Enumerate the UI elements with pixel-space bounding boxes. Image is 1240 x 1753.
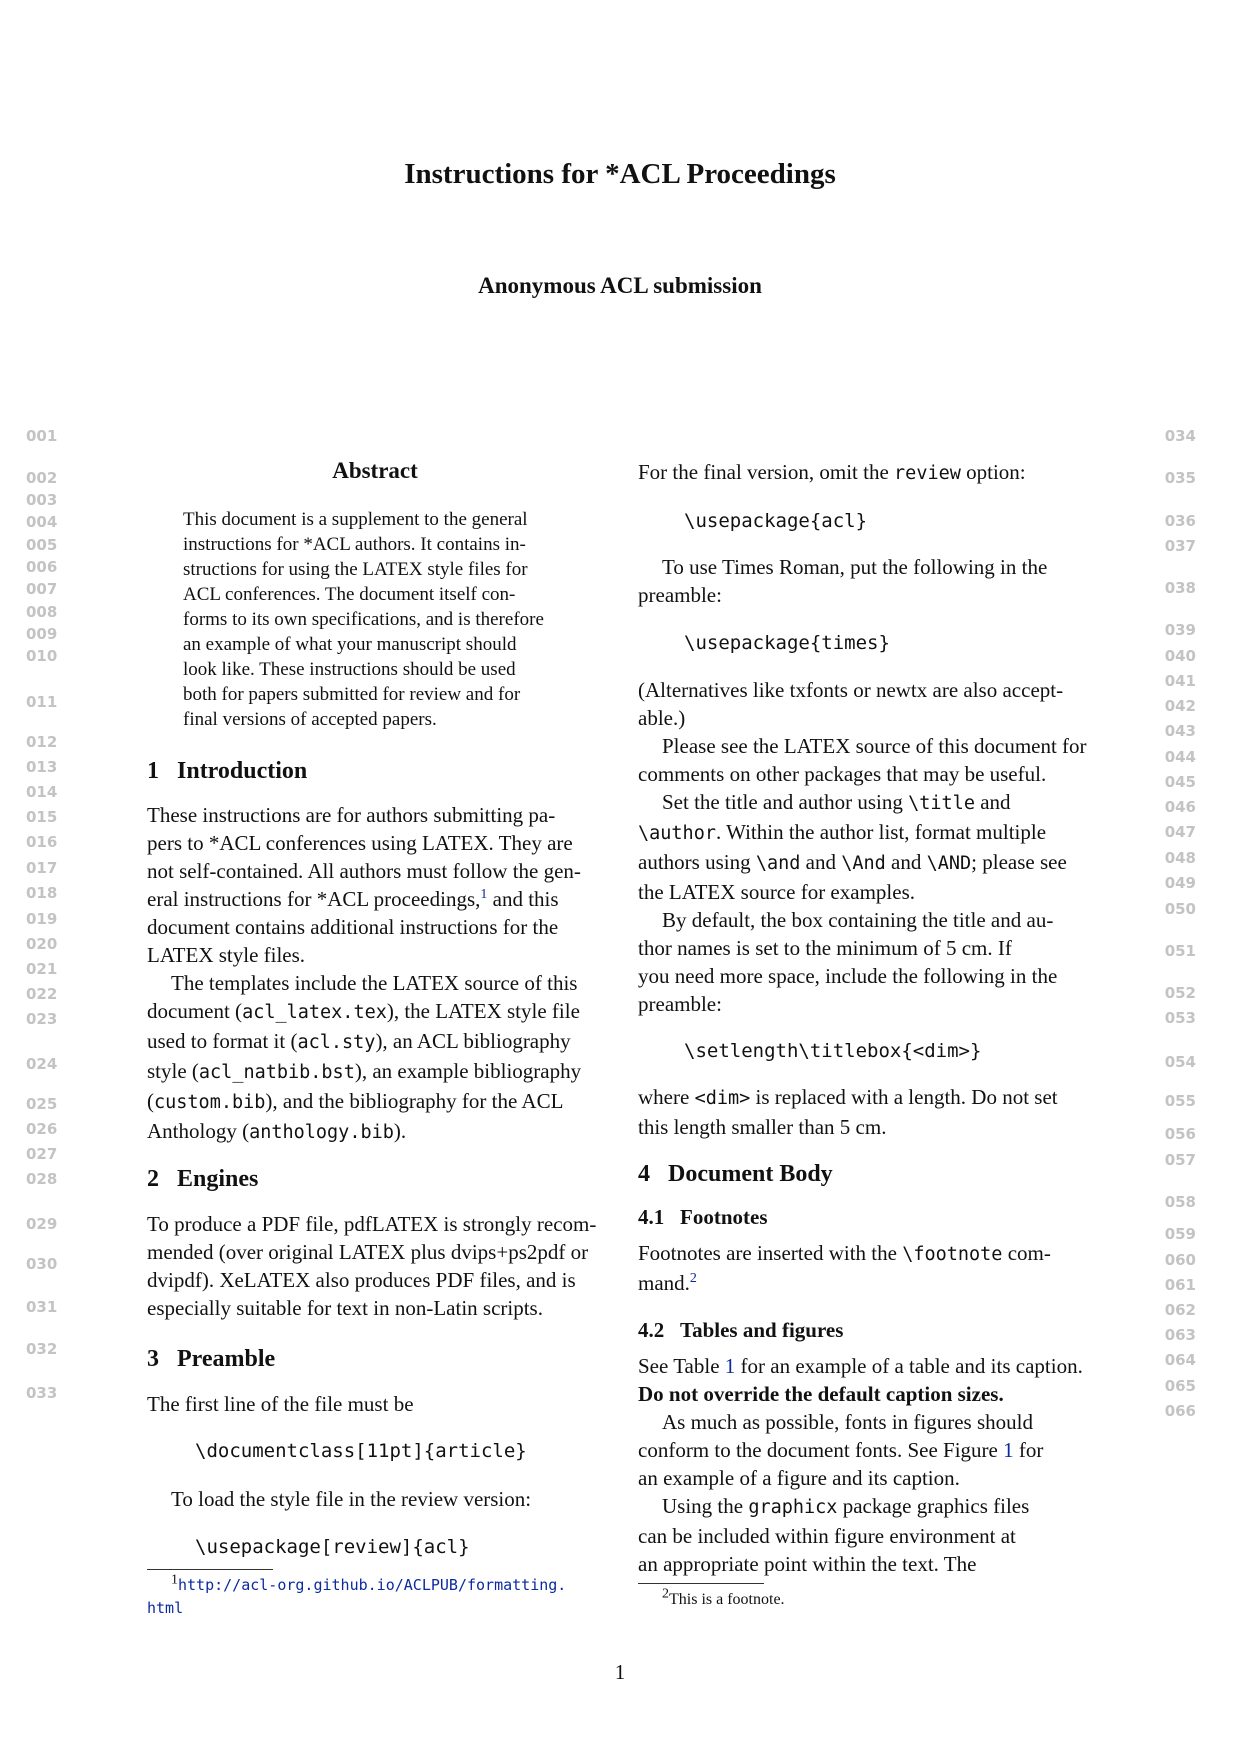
line-number: 010 — [26, 647, 58, 665]
line-number: 025 — [26, 1095, 58, 1113]
text-line — [147, 969, 603, 997]
section-title: Preamble — [177, 1346, 276, 1372]
text-line: (Alternatives like txfonts or newtx are also accept- — [638, 678, 1064, 702]
text-span: and — [800, 850, 842, 874]
final-version-text — [638, 458, 1026, 488]
text-line — [638, 1436, 1094, 1464]
line-number: 056 — [1164, 1125, 1196, 1143]
section-number: 3 — [147, 1346, 159, 1372]
text-line: this length smaller than 5 cm. — [638, 1115, 887, 1139]
text-line: LATEX style files. — [147, 943, 306, 967]
section-engines-heading — [147, 1165, 258, 1193]
code-inline: \footnote — [902, 1244, 1003, 1265]
text-span: ), an ACL bibliography — [375, 1029, 571, 1053]
code-inline: \and — [755, 853, 801, 874]
line-number: 039 — [1164, 621, 1196, 639]
line-number: 005 — [26, 536, 58, 554]
code-inline: review — [894, 463, 961, 484]
footnote-1 — [147, 1574, 603, 1620]
line-number: 013 — [26, 758, 58, 776]
line-number: 065 — [1164, 1377, 1196, 1395]
line-number: 007 — [26, 580, 58, 598]
code-inline: acl.sty — [297, 1032, 376, 1053]
text-span: where — [638, 1085, 695, 1109]
line-number: 033 — [26, 1384, 58, 1402]
code-inline: anthology.bib — [249, 1122, 394, 1143]
line-number: 042 — [1164, 697, 1196, 715]
line-number: 040 — [1164, 647, 1196, 665]
text-line: preamble: — [638, 583, 722, 607]
text-line — [147, 997, 603, 1027]
line-number: 006 — [26, 558, 58, 576]
line-number: 027 — [26, 1145, 58, 1163]
abstract-line: structions for using the LATEX style files for — [183, 559, 528, 580]
text-line: an appropriate point within the text. The — [638, 1552, 977, 1576]
line-number: 018 — [26, 884, 58, 902]
text-line — [147, 1087, 603, 1117]
footnote-1-link[interactable]: http://acl-org.github.io/ACLPUB/formatting. — [178, 1576, 567, 1594]
section-intro-heading — [147, 757, 307, 785]
abstract-body — [183, 507, 567, 732]
times-paragraph — [638, 553, 1094, 609]
footnote-rule-left — [147, 1569, 273, 1570]
text-span: conform to the document fonts. See Figure — [638, 1438, 1004, 1462]
text-span: . Within the author list, format multiple — [715, 820, 1047, 844]
line-number: 053 — [1164, 1009, 1196, 1027]
text-line: To use Times Roman, put the following in the — [662, 555, 1048, 579]
line-number: 051 — [1164, 942, 1196, 960]
text-span: The templates include the LATEX source of this — [171, 971, 578, 995]
line-number: 021 — [26, 960, 58, 978]
line-number: 030 — [26, 1255, 58, 1273]
section-body-heading — [638, 1160, 833, 1188]
line-number: 029 — [26, 1215, 58, 1233]
line-number: 044 — [1164, 748, 1196, 766]
code-inline: custom.bib — [154, 1092, 266, 1113]
footnote-mark-2[interactable]: 2 — [689, 1271, 697, 1286]
text-span: for — [1013, 1438, 1044, 1462]
abstract-line: forms to its own specifications, and is therefore — [183, 609, 544, 630]
text-line — [638, 1492, 1094, 1522]
line-number: 038 — [1164, 579, 1196, 597]
text-line: the LATEX source for examples. — [638, 880, 915, 904]
line-number: 041 — [1164, 672, 1196, 690]
text-span: and — [885, 850, 927, 874]
line-number: 004 — [26, 513, 58, 531]
text-line: To produce a PDF file, pdfLATEX is strongly recom- — [147, 1212, 597, 1236]
code-inline: acl_natbib.bst — [198, 1062, 355, 1083]
line-number: 019 — [26, 910, 58, 928]
line-number: 061 — [1164, 1276, 1196, 1294]
section-number: 1 — [147, 758, 159, 784]
abstract-line: both for papers submitted for review and for — [183, 684, 521, 705]
line-number: 017 — [26, 859, 58, 877]
figure-ref-link[interactable]: 1 — [1003, 1438, 1014, 1462]
line-number: 064 — [1164, 1351, 1196, 1369]
text-span: used to format it ( — [147, 1029, 298, 1053]
line-number: 032 — [26, 1340, 58, 1358]
code-setlength-titlebox: \setlength\titlebox{<dim>} — [684, 1040, 982, 1062]
text-line — [638, 1239, 1094, 1269]
text-span: ; please see — [971, 850, 1067, 874]
text-line — [638, 818, 1094, 848]
section-title: Engines — [177, 1166, 259, 1192]
line-number: 037 — [1164, 537, 1196, 555]
line-number: 034 — [1164, 427, 1196, 445]
subsection-footnotes-heading — [638, 1203, 768, 1231]
abstract-line: an example of what your manuscript should — [183, 634, 517, 655]
code-inline: \AND — [926, 853, 972, 874]
line-number: 036 — [1164, 512, 1196, 530]
text-line — [638, 848, 1094, 878]
text-line — [638, 1269, 1094, 1297]
paper-title: Instructions for *ACL Proceedings — [404, 158, 836, 190]
footnote-1-link-cont[interactable]: html — [147, 1599, 184, 1617]
line-number: 015 — [26, 808, 58, 826]
text-line: comments on other packages that may be useful. — [638, 762, 1047, 786]
abstract-line: ACL conferences. The document itself con- — [183, 584, 516, 605]
line-number: 016 — [26, 833, 58, 851]
line-number: 026 — [26, 1120, 58, 1138]
abstract-heading: Abstract — [332, 458, 418, 483]
text-span: authors using — [638, 850, 756, 874]
line-number: 043 — [1164, 722, 1196, 740]
line-number: 050 — [1164, 900, 1196, 918]
line-number: 009 — [26, 625, 58, 643]
text-line: Do not override the default caption sizes. — [638, 1382, 1004, 1406]
line-number: 045 — [1164, 773, 1196, 791]
text-span: style ( — [147, 1059, 199, 1083]
text-span: ). — [393, 1119, 407, 1143]
intro-paragraph-2 — [147, 969, 603, 1147]
text-line: Please see the LATEX source of this document for — [662, 734, 1087, 758]
text-span: com- — [1002, 1241, 1051, 1265]
text-span: Using the — [662, 1494, 749, 1518]
footnote-rule-right — [638, 1583, 764, 1584]
text-line: an example of a figure and its caption. — [638, 1466, 960, 1490]
text-span: ), an example bibliography — [354, 1059, 582, 1083]
code-documentclass: \documentclass[11pt]{article} — [195, 1440, 527, 1462]
line-number: 020 — [26, 935, 58, 953]
line-number: 003 — [26, 491, 58, 509]
text-span: ), and the bibliography for the ACL — [265, 1089, 564, 1113]
line-number: 052 — [1164, 984, 1196, 1002]
text-line: able.) — [638, 706, 686, 730]
subsection-title: Tables and figures — [680, 1318, 844, 1342]
footnote-mark-1[interactable]: 1 — [480, 887, 488, 902]
text-line — [147, 1117, 603, 1147]
text-line: you need more space, include the following in the — [638, 964, 1058, 988]
text-span: option: — [960, 460, 1026, 484]
line-number: 058 — [1164, 1193, 1196, 1211]
text-span: For the final version, omit the — [638, 460, 895, 484]
line-number: 023 — [26, 1010, 58, 1028]
line-number: 057 — [1164, 1151, 1196, 1169]
text-span: for an example of a table and its caption. — [735, 1354, 1083, 1378]
code-inline: <dim> — [694, 1088, 751, 1109]
code-inline: graphicx — [748, 1497, 838, 1518]
line-number: 062 — [1164, 1301, 1196, 1319]
text-line — [147, 885, 603, 913]
text-line: pers to *ACL conferences using LATEX. They are — [147, 831, 573, 855]
abstract-line: final versions of accepted papers. — [183, 709, 437, 730]
text-line — [147, 1027, 603, 1057]
text-span: is replaced with a length. Do not set — [750, 1085, 1058, 1109]
text-line: especially suitable for text in non-Latin scripts. — [147, 1296, 543, 1320]
line-number: 063 — [1164, 1326, 1196, 1344]
line-number: 060 — [1164, 1251, 1196, 1269]
code-usepackage-review: \usepackage[review]{acl} — [195, 1536, 470, 1558]
text-span: eral instructions for *ACL proceedings, — [147, 887, 481, 911]
footnote-2 — [662, 1586, 785, 1611]
page-number: 1 — [614, 1660, 626, 1684]
subsection-tables-heading — [638, 1316, 843, 1344]
text-span: and this — [487, 887, 559, 911]
section-preamble-heading — [147, 1345, 275, 1373]
text-line — [638, 1352, 1094, 1380]
abstract-line: instructions for *ACL authors. It contains in- — [183, 534, 526, 555]
line-number: 008 — [26, 603, 58, 621]
preamble-text-2: To load the style file in the review version: — [171, 1487, 532, 1511]
line-number: 014 — [26, 783, 58, 801]
line-number: 054 — [1164, 1053, 1196, 1071]
line-number: 022 — [26, 985, 58, 1003]
text-line: thor names is set to the minimum of 5 cm. If — [638, 936, 1012, 960]
footnote-2-mark: 2 — [662, 1586, 669, 1602]
text-line: dvipdf). XeLATEX also produces PDF files, and is — [147, 1268, 576, 1292]
line-number: 047 — [1164, 823, 1196, 841]
text-line: not self-contained. All authors must follow the gen- — [147, 859, 581, 883]
text-line: mended (over original LATEX plus dvips+ps2pdf or — [147, 1240, 589, 1264]
text-line: By default, the box containing the title and au- — [662, 908, 1054, 932]
code-usepackage-times: \usepackage{times} — [684, 632, 890, 654]
subsection-number: 4.1 — [638, 1205, 665, 1229]
line-number: 048 — [1164, 849, 1196, 867]
text-line — [147, 1057, 603, 1087]
subsection-number: 4.2 — [638, 1318, 665, 1342]
section-number: 4 — [638, 1161, 650, 1187]
paper-author: Anonymous ACL submission — [478, 273, 762, 298]
line-number: 031 — [26, 1298, 58, 1316]
footnote-2-text: This is a footnote. — [669, 1591, 785, 1608]
section-number: 2 — [147, 1166, 159, 1192]
line-number: 035 — [1164, 469, 1196, 487]
text-span: package graphics files — [837, 1494, 1030, 1518]
line-number: 011 — [26, 693, 58, 711]
code-inline: \And — [841, 853, 886, 874]
text-line: As much as possible, fonts in figures should — [662, 1410, 1033, 1434]
text-line: document contains additional instructions for the — [147, 915, 559, 939]
line-number: 012 — [26, 733, 58, 751]
text-span: document ( — [147, 999, 243, 1023]
line-number: 066 — [1164, 1402, 1196, 1420]
text-line: These instructions are for authors submitting pa- — [147, 803, 556, 827]
code-inline: acl_latex.tex — [242, 1002, 387, 1023]
text-span: Anthology ( — [147, 1119, 250, 1143]
tables-figures-paragraph — [638, 1352, 1094, 1578]
right-paragraphs — [638, 676, 1094, 1018]
intro-paragraph-1 — [147, 801, 603, 969]
where-paragraph — [638, 1083, 1094, 1141]
subsection-title: Footnotes — [680, 1205, 768, 1229]
text-line: preamble: — [638, 992, 722, 1016]
footnote-1-mark: 1 — [171, 1572, 178, 1588]
line-number: 049 — [1164, 874, 1196, 892]
code-inline: \title — [908, 793, 975, 814]
line-number: 028 — [26, 1170, 58, 1188]
abstract-line: look like. These instructions should be used — [183, 659, 516, 680]
line-number: 002 — [26, 469, 58, 487]
text-line — [638, 1083, 1094, 1113]
line-number: 059 — [1164, 1225, 1196, 1243]
abstract-line: This document is a supplement to the general — [183, 509, 528, 530]
text-span: ( — [147, 1089, 154, 1113]
code-usepackage-acl: \usepackage{acl} — [684, 510, 868, 532]
text-span: ), the LATEX style file — [386, 999, 580, 1023]
line-number: 001 — [26, 427, 58, 445]
section-title: Introduction — [177, 758, 308, 784]
text-span: Footnotes are inserted with the — [638, 1241, 903, 1265]
footnotes-paragraph — [638, 1239, 1094, 1297]
line-number: 024 — [26, 1055, 58, 1073]
text-span: See Table — [638, 1354, 725, 1378]
text-span: and — [974, 790, 1011, 814]
engines-paragraph — [147, 1210, 603, 1322]
text-line — [638, 788, 1094, 818]
line-number: 046 — [1164, 798, 1196, 816]
text-line: can be included within figure environment at — [638, 1524, 1016, 1548]
text-span: Set the title and author using — [662, 790, 909, 814]
text-span: mand. — [638, 1271, 690, 1295]
section-title: Document Body — [668, 1161, 833, 1187]
line-number: 055 — [1164, 1092, 1196, 1110]
table-ref-link[interactable]: 1 — [724, 1354, 736, 1378]
preamble-text-1: The first line of the file must be — [147, 1392, 414, 1416]
code-inline: \author — [638, 823, 716, 844]
